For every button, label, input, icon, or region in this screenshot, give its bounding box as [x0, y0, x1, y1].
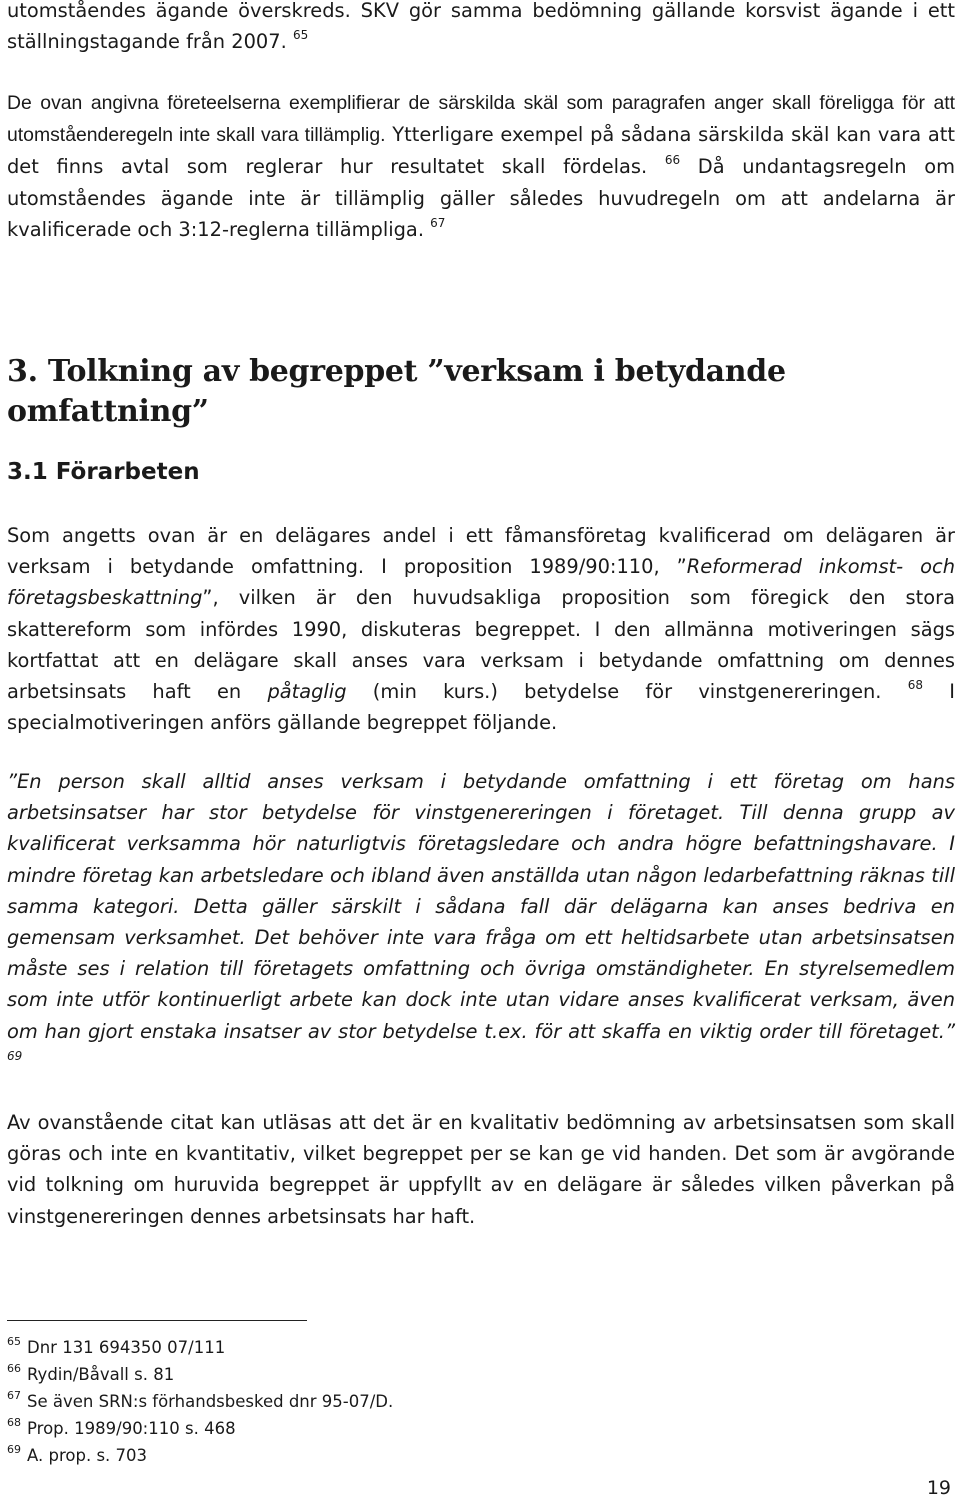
footnote-text: Prop. 1989/90:110 s. 468	[27, 1419, 236, 1438]
exceptions-text-3: Då undantagsregeln om utomståendes ägande inte är tillämplig gäller således huvudregeln om att andelarna är kvalificerade och 3:12-reglerna tillämpliga.	[7, 155, 955, 241]
page-number: 19	[926, 1477, 951, 1499]
footnote-text: Se även SRN:s förhandsbesked dnr 95-07/D.	[27, 1392, 394, 1411]
exceptions-paragraph	[7, 87, 955, 245]
body-text-1: Som angetts ovan är en delägares andel i ett fåmansföretag kvalificerad om delägaren är verksam i betydande omfattning. I proposition 1989/90:110, ”	[7, 524, 955, 579]
emphasis-word: påtaglig	[267, 680, 347, 704]
footnote-number: 66	[7, 1362, 21, 1375]
footnote-number: 68	[7, 1416, 21, 1429]
footnote-item	[7, 1442, 607, 1469]
footnote-separator	[7, 1320, 307, 1321]
quote-text: ”En person skall alltid anses verksam i betydande omfattning i ett företag om hans arbetsinsatser har stor betydelse för vinstgenereringen i företaget. Till denna grupp av kvalificerat verksamma hör naturligtvis företagsledare och andra högre befattningshavare. I mindre företag kan arbetsledare och ibland även anställda utan någon ledarbefattning räknas till samma kategori. Detta gäller särskilt i sådana fall där delägarna kan anses bedriva en gemensam verksamhet. Det behöver inte vara fråga om ett heltidsarbete utan arbetsinsatsen måste ses i relation till företagets omfattning och övriga omständigheter. En styrelsemedlem som inte utför kontinuerligt arbete kan dock inte utan vidare anses kvalificerat verksam, även om han gjort enstaka insatser av stor betydelse t.ex. för att skaffa en viktig order till företaget.”	[7, 770, 955, 1043]
proposition-title: Reformerad inkomst- och företagsbeskattning	[7, 555, 955, 610]
footnote-text: A. prop. s. 703	[27, 1446, 148, 1465]
body-text-2: ”, vilken är den huvudsakliga proposition som föregick den stora skattereform som infördes 1990, diskuteras begreppet. I den allmänna motiveringen sägs kortfattat att en delägare skall anses vara verksam i betydande omfattning om dennes arbetsinsats haft en	[7, 586, 955, 704]
footnote-item	[7, 1361, 607, 1388]
section-heading: 3. Tolkning av begreppet ”verksam i betydande omfattning”	[7, 354, 786, 429]
footnote-number: 67	[7, 1389, 21, 1402]
intro-text: utomståendes ägande överskreds. SKV gör samma bedömning gällande korsvist ägande i ett ställningstagande från 2007.	[7, 0, 955, 54]
footnote-ref-68[interactable]: 68	[907, 678, 923, 693]
footnote-item	[7, 1415, 607, 1442]
body-paragraph	[7, 520, 955, 738]
footnote-item	[7, 1388, 607, 1415]
document-page	[7, 0, 955, 1505]
footnote-number: 69	[7, 1443, 21, 1456]
footnote-ref-66[interactable]: 66	[664, 153, 681, 168]
footnote-ref-65[interactable]: 65	[292, 28, 309, 43]
intro-paragraph	[7, 0, 955, 57]
footnote-ref-69[interactable]: 69	[7, 1048, 23, 1063]
conclusion-paragraph: Av ovanstående citat kan utläsas att det är en kvalitativ bedömning av arbetsinsatsen som skall göras och inte en kvantitativ, vilket begreppet per se kan ge vid handen. Det som är avgörande vid tolkning om huruvida begreppet är uppfyllt av en delägare är således vilken påverkan på vinstgenereringen dennes arbetsinsats har haft.	[7, 1111, 955, 1228]
body-text-3: (min kurs.) betydelse för vinstgenereringen.	[346, 680, 882, 704]
footnotes-section	[7, 1334, 607, 1469]
footnote-text: Dnr 131 694350 07/111	[27, 1338, 226, 1357]
footnote-text: Rydin/Båvall s. 81	[27, 1365, 175, 1384]
footnote-ref-67[interactable]: 67	[430, 215, 446, 230]
footnote-number: 65	[7, 1335, 21, 1348]
quote-paragraph	[7, 766, 955, 1078]
block-quote	[7, 766, 955, 1078]
subsection-heading: 3.1 Förarbeten	[7, 459, 200, 485]
exceptions-text-2: Ytterligare exempel på sådana särskilda skäl kan vara att det finns avtal som reglerar hur resultatet skall fördelas.	[7, 123, 955, 179]
exceptions-text-1: De ovan angivna företeelserna exemplifierar de särskilda skäl som paragrafen anger skall föreligga för att utomståenderegeln inte skall vara tillämplig.	[7, 92, 955, 147]
body-text-4: I specialmotiveringen anförs gällande begreppet följande.	[7, 680, 955, 735]
footnote-item	[7, 1334, 607, 1361]
